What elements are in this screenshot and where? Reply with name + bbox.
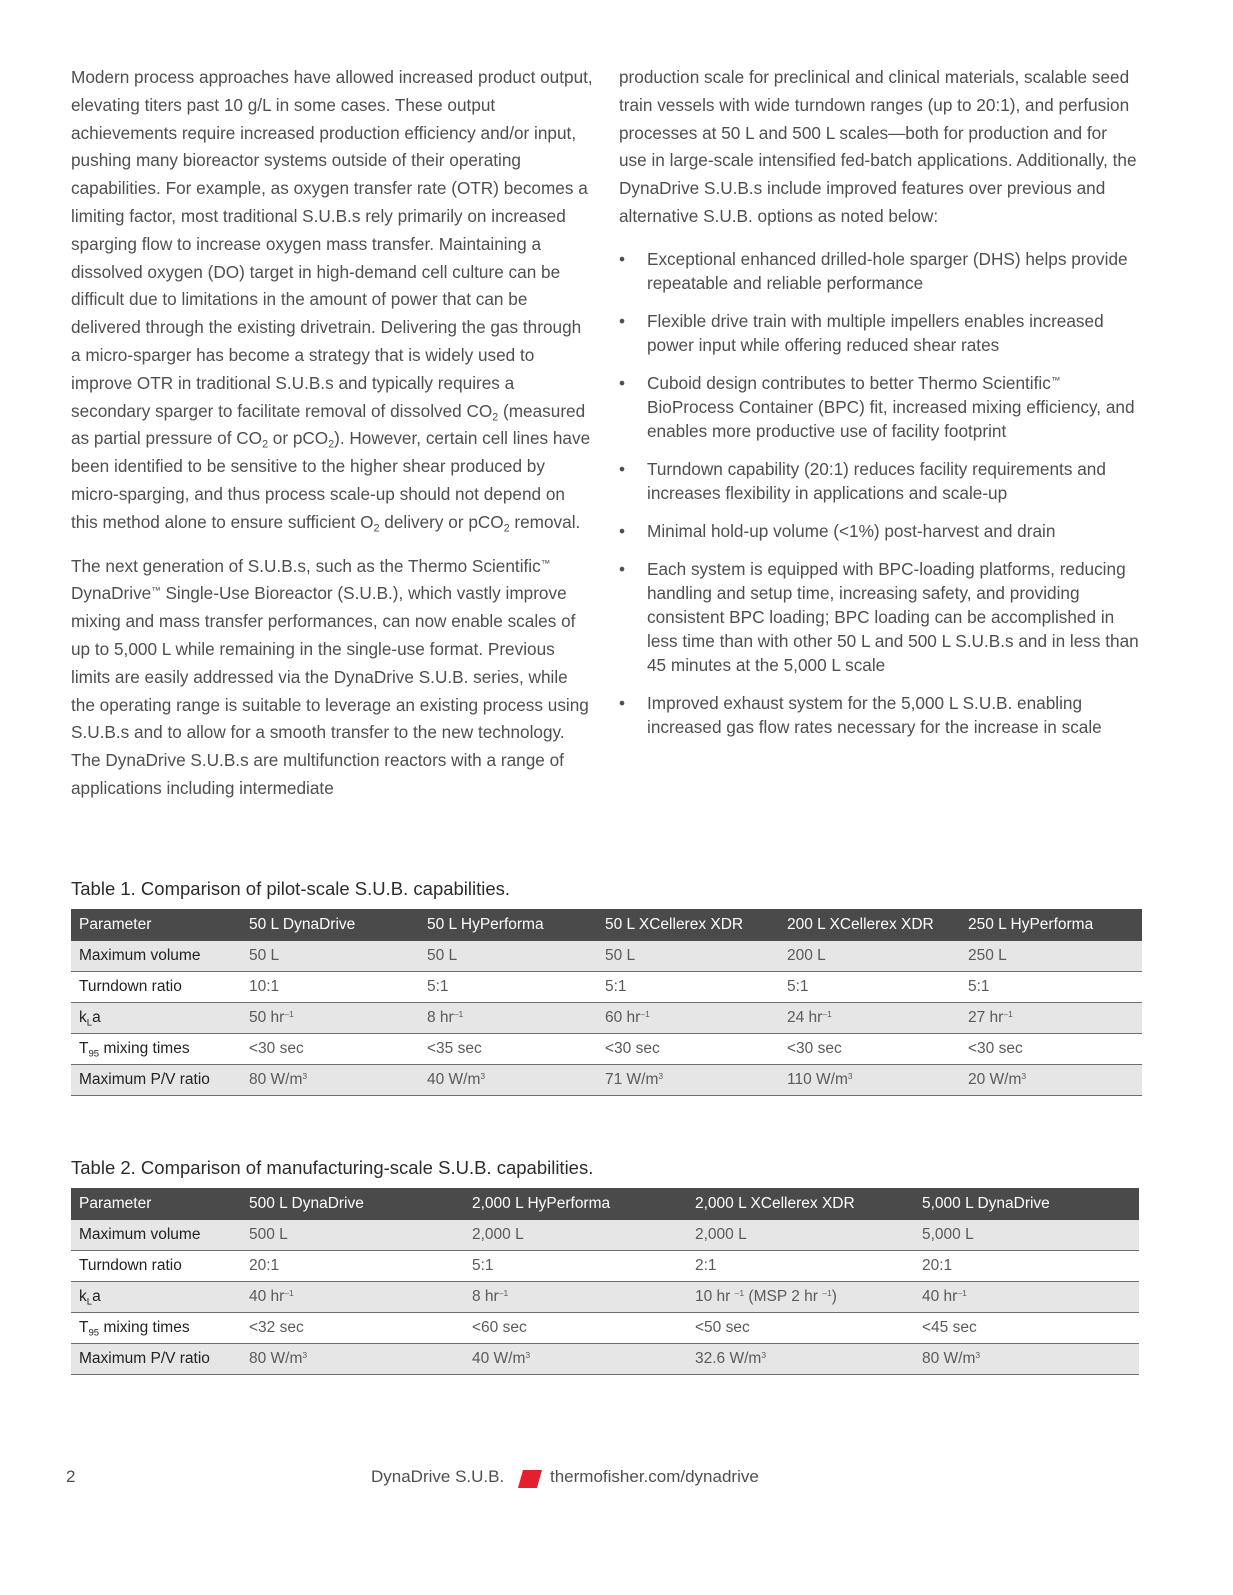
table-row xyxy=(71,1344,1139,1375)
table-row xyxy=(71,1003,1142,1034)
table-cell: <30 sec xyxy=(241,1034,419,1065)
table-row xyxy=(71,1034,1142,1065)
column-header: 50 L DynaDrive xyxy=(241,909,419,941)
table-2 xyxy=(71,1188,1139,1375)
table-cell: 40 $hr^{-1}$ xyxy=(914,1282,1139,1313)
table-cell: 80 $W/m^3$ xyxy=(914,1344,1139,1375)
table-1-block xyxy=(71,877,1142,1096)
table-cell: <30 sec xyxy=(960,1034,1142,1065)
table-cell: 8 $hr^{-1}$ xyxy=(419,1003,597,1034)
list-item: • Exceptional enhanced drilled-hole sparger (DHS) helps provide repeatable and reliable performance xyxy=(619,248,1128,293)
table-cell: 40 $hr^{-1}$ xyxy=(241,1282,464,1313)
row-label: $k_La$ xyxy=(71,1003,241,1034)
table-cell: 10 hr $^{-1}$ (MSP 2 hr $^{-1}$) xyxy=(687,1282,914,1313)
table-row xyxy=(71,1220,1139,1251)
table-cell: <45 sec xyxy=(914,1313,1139,1344)
table-cell: 20 $W/m^3$ xyxy=(960,1065,1142,1096)
page-footer xyxy=(0,1467,1233,1493)
row-label: Maximum volume xyxy=(71,1220,241,1251)
bullet-icon: • xyxy=(619,520,626,541)
column-header: 2,000 L HyPerforma xyxy=(464,1188,687,1220)
feature-list xyxy=(619,247,1139,739)
table-cell: <30 sec xyxy=(597,1034,779,1065)
table-cell: 110 $W/m^3$ xyxy=(779,1065,960,1096)
bullet-icon: • xyxy=(619,372,626,393)
table-cell: 5:1 xyxy=(464,1251,687,1282)
table-cell: 5:1 xyxy=(597,972,779,1003)
table-row xyxy=(71,941,1142,972)
brand-logo-icon xyxy=(518,1470,542,1488)
column-header: Parameter xyxy=(71,1188,241,1220)
right-column xyxy=(619,64,1139,753)
bullet-icon: • xyxy=(619,458,626,479)
table-cell: 250 L xyxy=(960,941,1142,972)
table-cell: <60 sec xyxy=(464,1313,687,1344)
row-label: Maximum P/V ratio xyxy=(71,1065,241,1096)
table-2-block xyxy=(71,1156,1139,1375)
row-label: $T_{95}$ mixing times xyxy=(71,1034,241,1065)
left-column xyxy=(71,64,593,819)
table-cell: 2,000 L xyxy=(464,1220,687,1251)
footer-url-link[interactable]: thermofisher.com/dynadrive xyxy=(550,1467,759,1486)
table-cell: 5,000 L xyxy=(914,1220,1139,1251)
table-1-title: Table 1. Comparison of pilot-scale S.U.B. capabilities. xyxy=(71,878,511,899)
table-cell: 8 $hr^{-1}$ xyxy=(464,1282,687,1313)
row-label: Maximum volume xyxy=(71,941,241,972)
table-cell: 200 L xyxy=(779,941,960,972)
row-label: $k_La$ xyxy=(71,1282,241,1313)
row-label: Turndown ratio xyxy=(71,972,241,1003)
row-label: Maximum P/V ratio xyxy=(71,1344,241,1375)
table-cell: 5:1 xyxy=(779,972,960,1003)
table-cell: 10:1 xyxy=(241,972,419,1003)
table-cell: 5:1 xyxy=(960,972,1142,1003)
table-row xyxy=(71,1065,1142,1096)
table-2-title: Table 2. Comparison of manufacturing-scale S.U.B. capabilities. xyxy=(71,1157,594,1178)
table-row xyxy=(71,972,1142,1003)
list-item: • Cuboid design contributes to better Thermo Scientific™ BioProcess Container (BPC) fit, increased mixing efficiency, and enables more productive use of facility footprint xyxy=(619,372,1135,441)
table-cell: 60 $hr^{-1}$ xyxy=(597,1003,779,1034)
footer-brand: DynaDrive S.U.B. xyxy=(371,1467,505,1486)
list-item: • Improved exhaust system for the 5,000 L S.U.B. enabling increased gas flow rates necessary for the increase in scale xyxy=(619,692,1102,737)
table-cell: 50 $hr^{-1}$ xyxy=(241,1003,419,1034)
list-item: • Minimal hold-up volume (<1%) post-harvest and drain xyxy=(619,520,1056,541)
table-cell: <30 sec xyxy=(779,1034,960,1065)
table-cell: <35 sec xyxy=(419,1034,597,1065)
bullet-icon: • xyxy=(619,248,626,269)
table-cell: 50 L xyxy=(241,941,419,972)
table-cell: 500 L xyxy=(241,1220,464,1251)
bullet-icon: • xyxy=(619,310,626,331)
column-header: 500 L DynaDrive xyxy=(241,1188,464,1220)
column-header: 250 L HyPerforma xyxy=(960,909,1142,941)
body-paragraph-3: production scale for preclinical and clinical materials, scalable seed train vessels with wide turndown ranges (up to 20:1), and perfusion processes at 50 L and 500 L scales—both for production and for use in large-scale intensified fed-batch applications. Additionally, the DynaDrive S.U.B.s include improved features over previous and alternative S.U.B. options as noted below: xyxy=(619,67,1137,226)
list-item: • Turndown capability (20:1) reduces facility requirements and increases flexibility in applications and scale-up xyxy=(619,458,1106,503)
table-cell: 20:1 xyxy=(914,1251,1139,1282)
table-row xyxy=(71,1282,1139,1313)
column-header: 2,000 L XCellerex XDR xyxy=(687,1188,914,1220)
column-header: 50 L HyPerforma xyxy=(419,909,597,941)
body-paragraph-1: Modern process approaches have allowed increased product output, elevating titers past 10 g/L in some cases. These output achievements require increased production efficiency and/or input, pushing many bioreactor systems outside of their operating capabilities. For example, as oxygen transfer rate (OTR) becomes a limiting factor, most traditional S.U.B.s rely primarily on increased sparging flow to increase oxygen mass transfer. Maintaining a dissolved oxygen (DO) target in high-demand cell culture can be difficult due to limitations in the amount of power that can be delivered through the existing drivetrain. Delivering the gas through a micro-sparger has become a strategy that is widely used to improve OTR in traditional S.U.B.s and typically requires a secondary sparger to facilitate removal of dissolved $CO_2$ (measured as partial pressure of $CO_2$ or pCO$_2$). However, certain cell lines have been identified to be sensitive to the higher shear produced by micro-sparging, and thus process scale-up should not depend on this method alone to ensure sufficient $O_2$ delivery or pCO$_2$ removal. xyxy=(71,67,593,535)
table-cell: 27 $hr^{-1}$ xyxy=(960,1003,1142,1034)
table-cell: 40 $W/m^3$ xyxy=(464,1344,687,1375)
list-item: • Flexible drive train with multiple impellers enables increased power input while offering reduced shear rates xyxy=(619,310,1104,355)
table-cell: 2:1 xyxy=(687,1251,914,1282)
table-cell: 40 $W/m^3$ xyxy=(419,1065,597,1096)
table-row xyxy=(71,1313,1139,1344)
table-cell: 5:1 xyxy=(419,972,597,1003)
column-header: Parameter xyxy=(71,909,241,941)
table-cell: 24 $hr^{-1}$ xyxy=(779,1003,960,1034)
table-cell: 80 $W/m^3$ xyxy=(241,1344,464,1375)
table-row xyxy=(71,1251,1139,1282)
table-cell: 80 $W/m^3$ xyxy=(241,1065,419,1096)
table-header-row xyxy=(71,909,1142,941)
table-cell: 32.6 $W/m^3$ xyxy=(687,1344,914,1375)
column-header: 5,000 L DynaDrive xyxy=(914,1188,1139,1220)
table-cell: 50 L xyxy=(597,941,779,972)
page-number: 2 xyxy=(66,1467,76,1486)
table-1 xyxy=(71,909,1142,1096)
column-header: 50 L XCellerex XDR xyxy=(597,909,779,941)
body-paragraph-2: The next generation of S.U.B.s, such as the Thermo Scientific™ DynaDrive™ Single-Use Bioreactor (S.U.B.), which vastly improve mixing and mass transfer performances, can now enable scales of up to 5,000 L while remaining in the single-use format. Previous limits are easily addressed via the DynaDrive S.U.B. series, while the operating range is suitable to leverage an existing process using S.U.B.s and to allow for a smooth transfer to the new technology. The DynaDrive S.U.B.s are multifunction reactors with a range of applications including intermediate xyxy=(71,555,589,798)
table-cell: <50 sec xyxy=(687,1313,914,1344)
row-label: Turndown ratio xyxy=(71,1251,241,1282)
table-cell: <32 sec xyxy=(241,1313,464,1344)
column-header: 200 L XCellerex XDR xyxy=(779,909,960,941)
bullet-icon: • xyxy=(619,558,626,579)
table-cell: 50 L xyxy=(419,941,597,972)
bullet-icon: • xyxy=(619,692,626,713)
table-cell: 20:1 xyxy=(241,1251,464,1282)
list-item: • Each system is equipped with BPC-loading platforms, reducing handling and setup time, increasing safety, and providing consistent BPC loading; BPC loading can be accomplished in less time than with other 50 L and 500 L S.U.B.s and in less than 45 minutes at the 5,000 L scale xyxy=(619,558,1139,675)
table-header-row xyxy=(71,1188,1139,1220)
table-cell: 2,000 L xyxy=(687,1220,914,1251)
table-cell: 71 $W/m^3$ xyxy=(597,1065,779,1096)
row-label: $T_{95}$ mixing times xyxy=(71,1313,241,1344)
